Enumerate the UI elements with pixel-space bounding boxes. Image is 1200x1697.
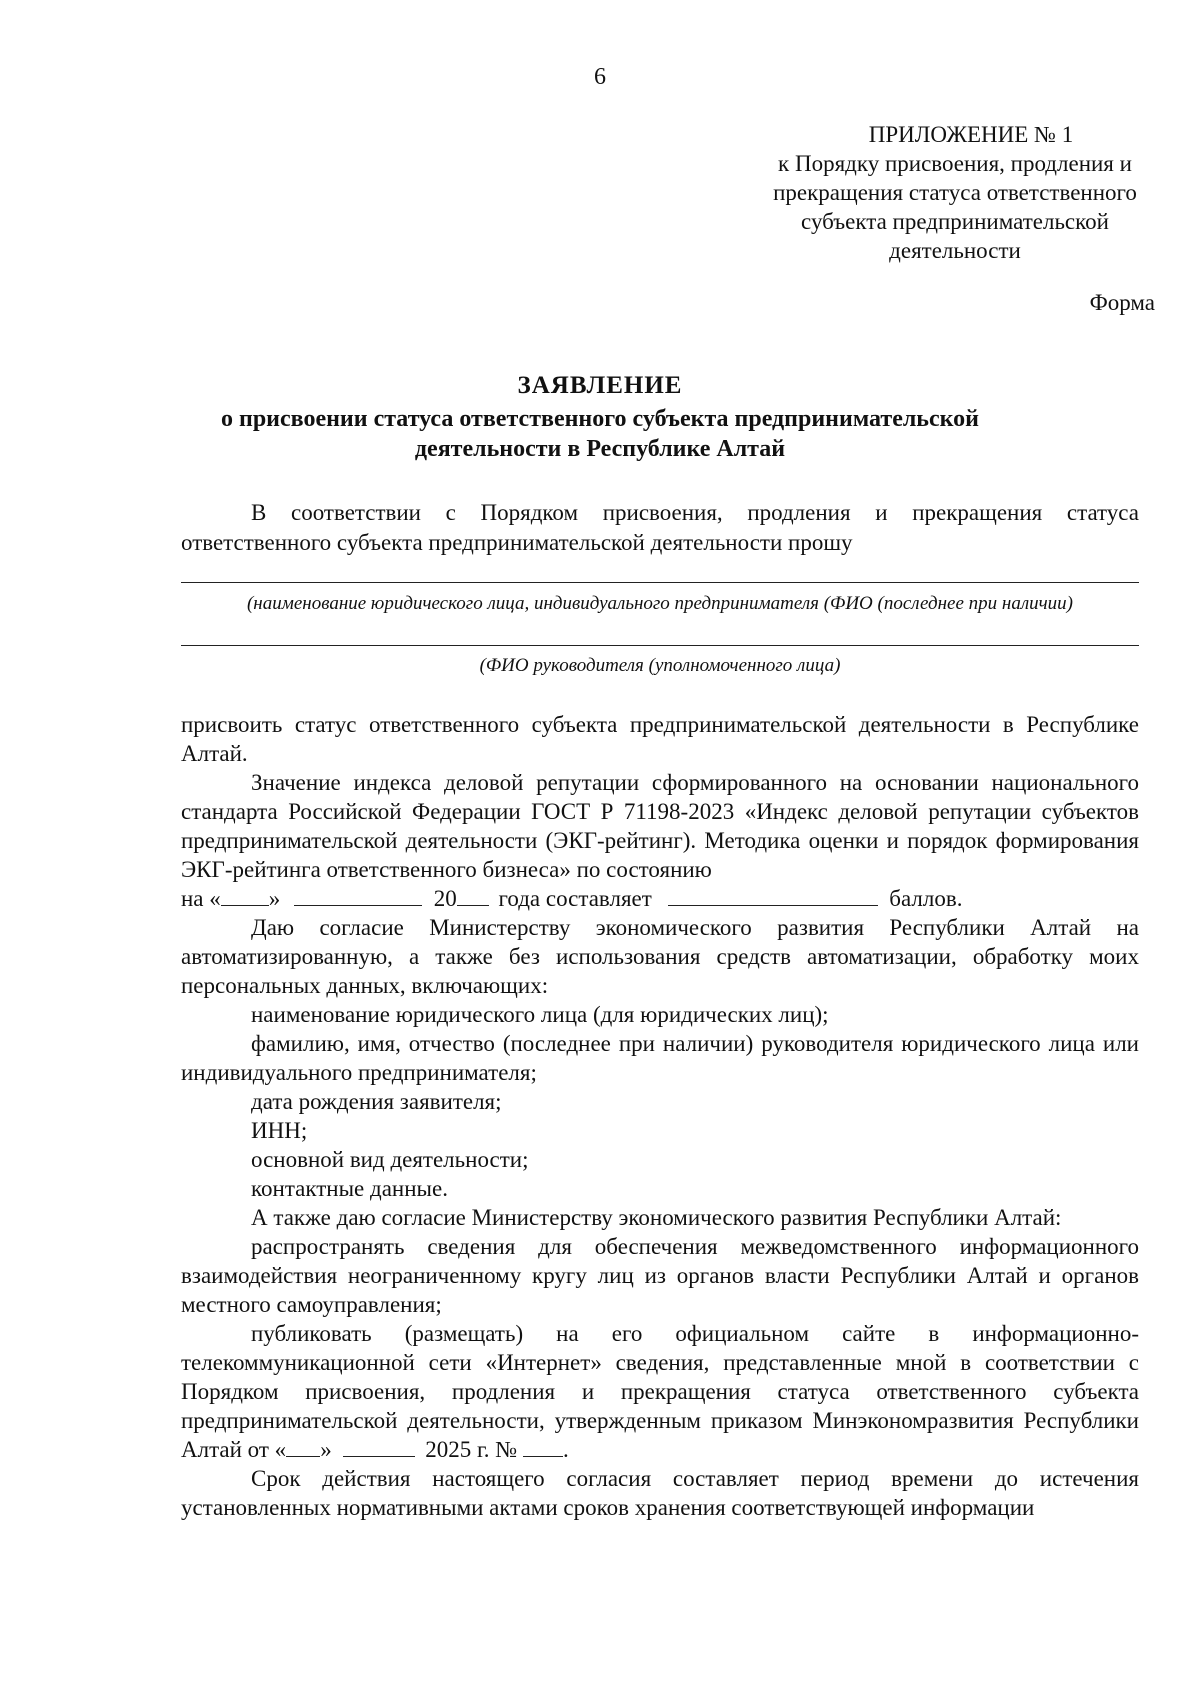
head-name-caption: (ФИО руководителя (уполномоченного лица) [479,655,841,676]
assign-paragraph: присвоить статус ответственного субъекта предпринимательской деятельности в Республике Алтай. [181,712,1139,766]
distribute-paragraph: распространять сведения для обеспечения межведомственного информационного взаимодействия неограниченному кругу лиц из органов власти Республики Алтай и органов местного самоуправления; [181,1234,1139,1317]
appendix-line: прекращения статуса ответственного [773,180,1137,205]
appendix-line: субъекта предпринимательской [801,209,1109,234]
index-date-line: на « » 20 года составляет баллов. [181,886,963,911]
list-item: ИНН; [251,1118,308,1143]
subtitle-line: о присвоении статуса ответственного субъекта предпринимательской [220,406,979,432]
index-paragraph: Значение индекса деловой репутации сформированного на основании национального стандарта Российской Федерации ГОСТ Р 71198-2023 «Индекс деловой репутации субъектов предпринимательской деятельности (ЭКГ-рейтинг). Методика оценки и порядок формирования ЭКГ-рейтинга ответственного бизнеса» по состоянию [181,770,1139,882]
appendix-line: к Порядку присвоения, продления и [778,151,1132,176]
index-year-field[interactable] [457,885,489,906]
appendix-header [735,120,1175,265]
list-item: контактные данные. [251,1176,448,1201]
appendix-line: деятельности [889,238,1021,263]
document-body [181,710,1139,1522]
index-day-field[interactable] [221,885,269,906]
document-title: ЗАЯВЛЕНИЕ [517,372,683,399]
head-name-field[interactable] [181,645,1139,646]
list-item: наименование юридического лица (для юридических лиц); [251,1002,829,1027]
publish-paragraph: публиковать (размещать) на его официальном сайте в информационно-телекоммуникационной сети «Интернет» сведения, представленные мной в соответствии с Порядком присвоения, продления и прекращения статуса ответственного субъекта предпринимательской деятельности, утвержденным приказом Минэкономразвития Республики Алтай от « » 2025 г. № . [181,1321,1139,1462]
order-month-field[interactable] [343,1436,415,1457]
list-item: дата рождения заявителя; [251,1089,502,1114]
order-number-field[interactable] [523,1436,563,1457]
intro-paragraph: В соответствии с Порядком присвоения, продления и прекращения статуса ответственного субъекта предпринимательской деятельности прошу [181,500,1139,555]
list-item: основной вид деятельности; [251,1147,529,1172]
consent-paragraph: Даю согласие Министерству экономического развития Республики Алтай на автоматизированную, а также без использования средств автоматизации, обработку моих персональных данных, включающих: [181,915,1139,998]
page-number: 6 [594,64,606,90]
term-paragraph: Срок действия настоящего согласия составляет период времени до истечения установленных нормативными актами сроков хранения соответствующей информации [181,1466,1139,1520]
entity-name-caption: (наименование юридического лица, индивидуального предпринимателя (ФИО (последнее при наличии) [246,593,1074,614]
order-day-field[interactable] [286,1436,320,1457]
subtitle-line: деятельности в Республике Алтай [414,436,786,462]
entity-name-field[interactable] [181,582,1139,583]
document-subtitle [210,404,990,464]
index-month-field[interactable] [294,885,422,906]
also-consent-paragraph: А также даю согласие Министерству экономического развития Республики Алтай: [251,1205,1062,1230]
index-score-field[interactable] [668,885,878,906]
list-item: фамилию, имя, отчество (последнее при наличии) руководителя юридического лица или индивидуального предпринимателя; [181,1031,1139,1085]
form-label: Форма [1089,290,1155,315]
appendix-title: ПРИЛОЖЕНИЕ № 1 [868,122,1074,147]
